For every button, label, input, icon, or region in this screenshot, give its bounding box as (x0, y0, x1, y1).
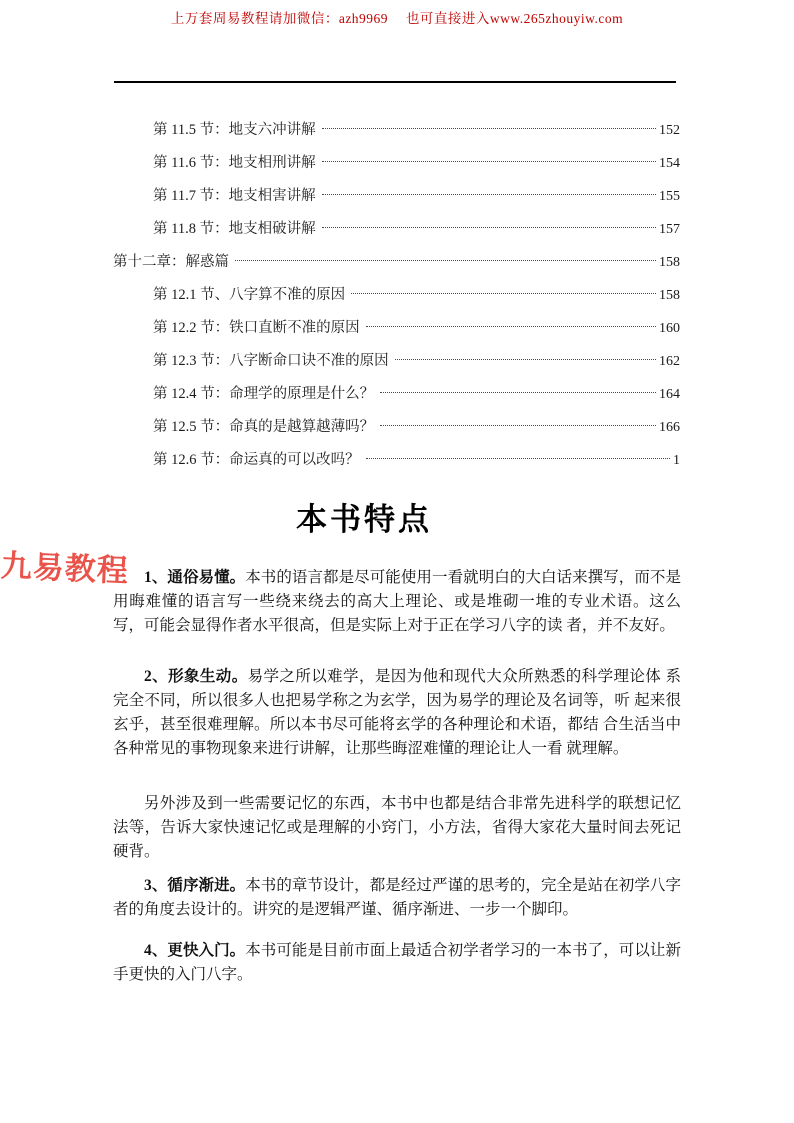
paragraph-text: 易学之所以难学，是因为他和现代大众所熟悉的科学理论体 系完全不同，所以很多人也把易学称之为玄学，因为易学的理论及名词等，听 起来很玄乎，甚至很难理解。所以本书尽可能将玄学的各种理论和术语，都结 合生活当中各种常见的事物现象来进行讲解，让那些晦涩难懂的理论让人一看 就理解。 (113, 668, 681, 757)
toc-row (113, 411, 680, 444)
toc-dot-leader (366, 458, 670, 459)
toc-entry-label: 第 12.5 节：命真的是越算越薄吗？ (153, 419, 375, 435)
toc-row (113, 213, 680, 246)
toc-row (113, 114, 680, 147)
paragraph-lead: 2、形象生动。 (144, 668, 248, 685)
toc-entry-label: 第 12.2 节：铁口直断不准的原因 (153, 320, 360, 336)
toc-page-number: 158 (659, 255, 680, 270)
toc-row-chapter (113, 246, 680, 279)
toc-page-number: 164 (659, 387, 680, 402)
paragraph (113, 566, 681, 638)
toc-dot-leader (380, 392, 656, 393)
paragraph-lead: 4、更快入门。 (144, 942, 246, 959)
section-title: 本书特点 (296, 502, 432, 537)
table-of-contents (113, 114, 680, 477)
toc-dot-leader (235, 260, 656, 261)
toc-dot-leader (322, 128, 656, 129)
paragraph-text: 本书的章节设计，都是经过严谨的思考的，完全是站在初学八字者的角度去设计的。讲究的是逻辑严谨、循序渐进、一步一个脚印。 (113, 877, 681, 918)
toc-entry-label: 第 11.8 节：地支相破讲解 (153, 221, 316, 237)
toc-row (113, 345, 680, 378)
paragraph (113, 874, 681, 922)
paragraph (113, 939, 681, 987)
toc-page-number: 152 (659, 123, 680, 138)
toc-row (113, 312, 680, 345)
toc-entry-label: 第 12.1 节、八字算不准的原因 (153, 287, 346, 303)
toc-dot-leader (322, 227, 656, 228)
toc-row (113, 279, 680, 312)
paragraph-text: 本书的语言都是尽可能使用一看就明白的大白话来撰写，而不是用晦难懂的语言写一些绕来绕去的高大上理论、或是堆砌一堆的专业术语。这么写，可能会显得作者水平很高，但是实际上对于正在学习八字的读 者，并不友好。 (113, 569, 681, 634)
toc-row (113, 378, 680, 411)
toc-entry-label: 第十二章：解惑篇 (113, 254, 229, 270)
toc-page-number: 155 (659, 189, 680, 204)
toc-dot-leader (395, 359, 656, 360)
toc-page-number: 166 (659, 420, 680, 435)
toc-page-number: 158 (659, 288, 680, 303)
toc-row (113, 180, 680, 213)
header-divider-line (114, 81, 676, 83)
paragraph-text: 本书可能是目前市面上最适合初学者学习的一本书了，可以让新手更快的入门八字。 (113, 942, 681, 983)
toc-dot-leader (322, 194, 656, 195)
toc-page-number: 154 (659, 156, 680, 171)
paragraph (113, 792, 681, 864)
paragraph-text: 另外涉及到一些需要记忆的东西，本书中也都是结合非常先进科学的联想记忆法等，告诉大家快速记忆或是理解的小窍门，小方法，省得大家花大量时间去死记硬背。 (113, 795, 681, 860)
page-header-text: 上万套周易教程请加微信：azh9969 也可直接进入www.265zhouyiw.com (170, 11, 624, 26)
toc-row (113, 444, 680, 477)
toc-page-number: 162 (659, 354, 680, 369)
toc-entry-label: 第 11.5 节：地支六冲讲解 (153, 122, 316, 138)
toc-entry-label: 第 11.7 节：地支相害讲解 (153, 188, 316, 204)
toc-page-number: 157 (659, 222, 680, 237)
toc-entry-label: 第 12.6 节：命运真的可以改吗？ (153, 452, 360, 468)
toc-dot-leader (380, 425, 656, 426)
toc-entry-label: 第 12.4 节：命理学的原理是什么？ (153, 386, 375, 402)
body-text-block (113, 566, 681, 987)
toc-dot-leader (366, 326, 656, 327)
toc-entry-label: 第 12.3 节：八字断命口诀不准的原因 (153, 353, 389, 369)
toc-page-number: 160 (659, 321, 680, 336)
paragraph-lead: 1、通俗易懂。 (144, 569, 246, 586)
toc-dot-leader (322, 161, 656, 162)
paragraph (113, 665, 681, 761)
watermark-text: 九易教程 (0, 547, 130, 589)
toc-dot-leader (351, 293, 656, 294)
paragraph-lead: 3、循序渐进。 (144, 877, 246, 894)
toc-entry-label: 第 11.6 节：地支相刑讲解 (153, 155, 316, 171)
toc-row (113, 147, 680, 180)
toc-page-number: 1 (673, 453, 680, 468)
